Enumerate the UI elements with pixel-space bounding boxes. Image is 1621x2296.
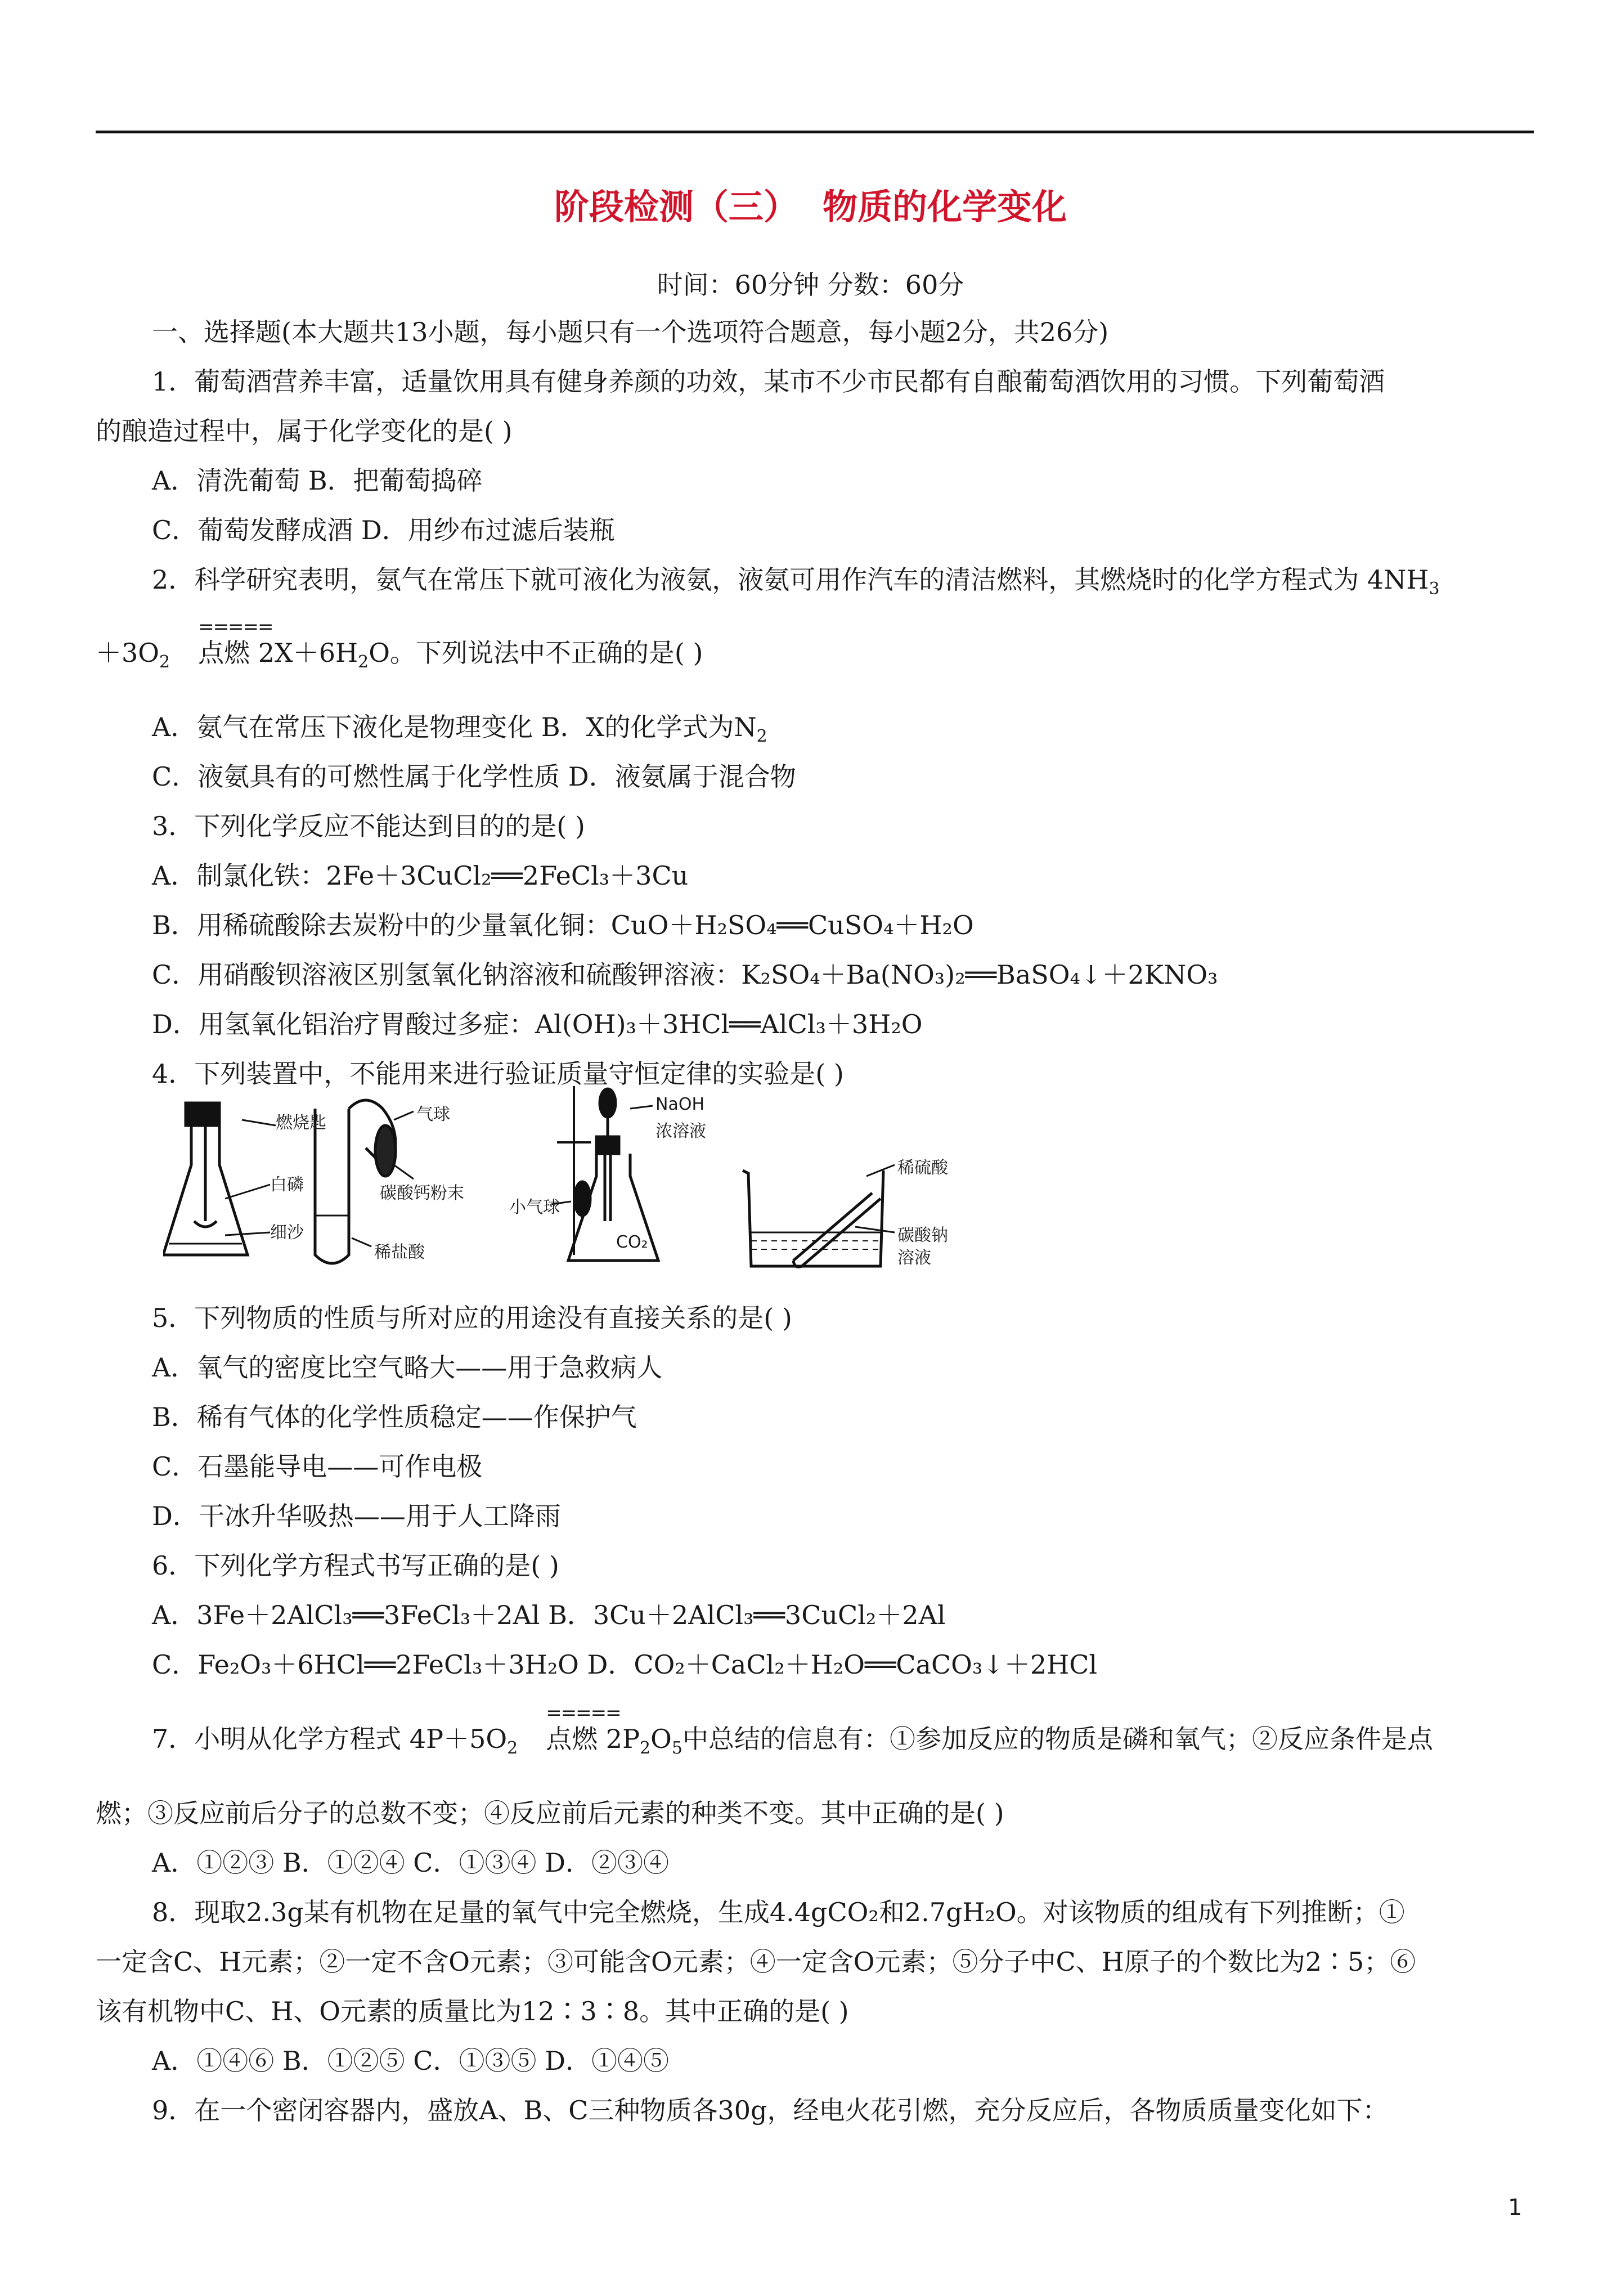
- label-balloon: 气球: [416, 1105, 450, 1124]
- question-2-options-ab: A．氨气在常压下液化是物理变化 B．X的化学式为$N_2$: [152, 712, 767, 746]
- label-white-phosphorus: 白磷: [270, 1175, 304, 1195]
- page-title: 阶段检测（三） 物质的化学变化: [554, 186, 1067, 227]
- question-8-stem-cont-1: 一定含C、H元素；②一定不含O元素；③可能含O元素；④一定含O元素；⑤分子中C、H原子的个数比为2∶5；⑥: [96, 1947, 1416, 1977]
- question-2-equation: $+3O_2$ ===== 点燃 $2X+6H_2O$。下列说法中不正确的是( ): [96, 616, 703, 672]
- question-6-stem: 6．下列化学方程式书写正确的是( ): [152, 1550, 559, 1581]
- question-1-stem: 1．葡萄酒营养丰富，适量饮用具有健身养颜的功效，某市不少市民都有自酿葡萄酒饮用的习惯。下列葡萄酒: [152, 366, 1385, 397]
- question-5-option-c: C．石墨能导电——可作电极: [152, 1451, 483, 1482]
- question-1-stem-cont: 的酿造过程中，属于化学变化的是( ): [96, 416, 513, 446]
- label-hcl: 稀盐酸: [374, 1243, 425, 1262]
- label-naoh: NaOH: [655, 1095, 704, 1114]
- question-1-options-ab: A．清洗葡萄 B．把葡萄捣碎: [152, 465, 483, 496]
- question-3-stem: 3．下列化学反应不能达到目的的是( ): [152, 811, 585, 841]
- question-4-stem: 4．下列装置中，不能用来进行验证质量守恒定律的实验是( ): [152, 1059, 844, 1089]
- question-7-stem-cont: 燃；③反应前后分子的总数不变；④反应前后元素的种类不变。其中正确的是( ): [96, 1798, 1004, 1828]
- question-2-stem: 2．科学研究表明，氨气在常压下就可液化为液氨，液氨可用作汽车的清洁燃料，其燃烧时的化学方程式为 $4NH_3$: [152, 564, 1440, 599]
- label-na2co3: 碳酸钠: [897, 1226, 948, 1245]
- label-concentrated: 浓溶液: [655, 1122, 706, 1141]
- apparatus-figures: [163, 1086, 1176, 1289]
- label-co2: CO₂: [616, 1232, 648, 1252]
- question-3-option-d: D．用氢氧化铝治疗胃酸过多症：Al(OH)₃＋3HCl══AlCl₃＋3H₂O: [152, 1009, 923, 1039]
- question-3-option-c: C．用硝酸钡溶液区别氢氧化钠溶液和硫酸钾溶液：K₂SO₄＋Ba(NO₃)₂══BaSO₄↓＋2KNO₃: [152, 959, 1218, 990]
- page-number: 1: [1508, 2195, 1523, 2221]
- label-spoon: 燃烧匙: [276, 1113, 326, 1133]
- question-3-option-a: A．制氯化铁：2Fe＋3CuCl₂══2FeCl₃＋3Cu: [152, 860, 689, 891]
- question-5-option-d: D．干冰升华吸热——用于人工降雨: [152, 1501, 561, 1531]
- question-5-option-a: A．氧气的密度比空气略大——用于急救病人: [152, 1352, 663, 1383]
- exam-meta: 时间：60分钟 分数：60分: [657, 270, 964, 300]
- question-8-stem: 8．现取2.3g某有机物在足量的氧气中完全燃烧，生成4.4gCO₂和2.7gH₂O。对该物质的组成有下列推断；①: [152, 1897, 1405, 1927]
- label-caco3: 碳酸钙粉末: [380, 1183, 464, 1203]
- question-6-options-ab: A．3Fe＋2AlCl₃══3FeCl₃＋2Al B．3Cu＋2AlCl₃══3CuCl₂＋2Al: [152, 1600, 946, 1630]
- question-6-options-cd: C．Fe₂O₃＋6HCl══2FeCl₃＋3H₂O D．CO₂＋CaCl₂＋H₂O══CaCO₃↓＋2HCl: [152, 1649, 1098, 1680]
- label-sand: 细沙: [270, 1223, 304, 1243]
- question-5-option-b: B．稀有气体的化学性质稳定——作保护气: [152, 1402, 637, 1432]
- label-small-balloon: 小气球: [509, 1198, 560, 1217]
- question-9-stem: 9．在一个密闭容器内，盛放A、B、C三种物质各30g，经电火花引燃，充分反应后，各物质质量变化如下：: [152, 2095, 1389, 2125]
- question-1-options-cd: C．葡萄发酵成酒 D．用纱布过滤后装瓶: [152, 515, 615, 545]
- flask-apparatus-1: [163, 1103, 276, 1255]
- section-heading: 一、选择题(本大题共13小题，每小题只有一个选项符合题意，每小题2分，共26分): [152, 317, 1109, 347]
- question-8-options: A．①④⑥ B．①②⑤ C．①③⑤ D．①④⑤: [152, 2046, 669, 2076]
- question-3-option-b: B．用稀硫酸除去炭粉中的少量氧化铜：CuO＋H₂SO₄══CuSO₄＋H₂O: [152, 910, 974, 940]
- beaker-apparatus: [743, 1165, 895, 1267]
- label-h2so4: 稀硫酸: [897, 1158, 948, 1178]
- question-7-options: A．①②③ B．①②④ C．①③④ D．②③④: [152, 1847, 669, 1878]
- question-8-stem-cont-2: 该有机物中C、H、O元素的质量比为12∶3∶8。其中正确的是( ): [96, 1996, 849, 2026]
- question-5-stem: 5．下列物质的性质与所对应的用途没有直接关系的是( ): [152, 1303, 792, 1333]
- label-solution: 溶液: [897, 1248, 931, 1268]
- header-rule: [96, 131, 1534, 133]
- question-7-stem: 7．小明从化学方程式 $4P+5O_2$ ===== 点燃 $2P_2O_5$中总结的信息有：①参加反应的物质是磷和氧气；②反应条件是点: [152, 1702, 1433, 1758]
- question-2-options-cd: C．液氨具有的可燃性属于化学性质 D．液氨属于混合物: [152, 761, 796, 792]
